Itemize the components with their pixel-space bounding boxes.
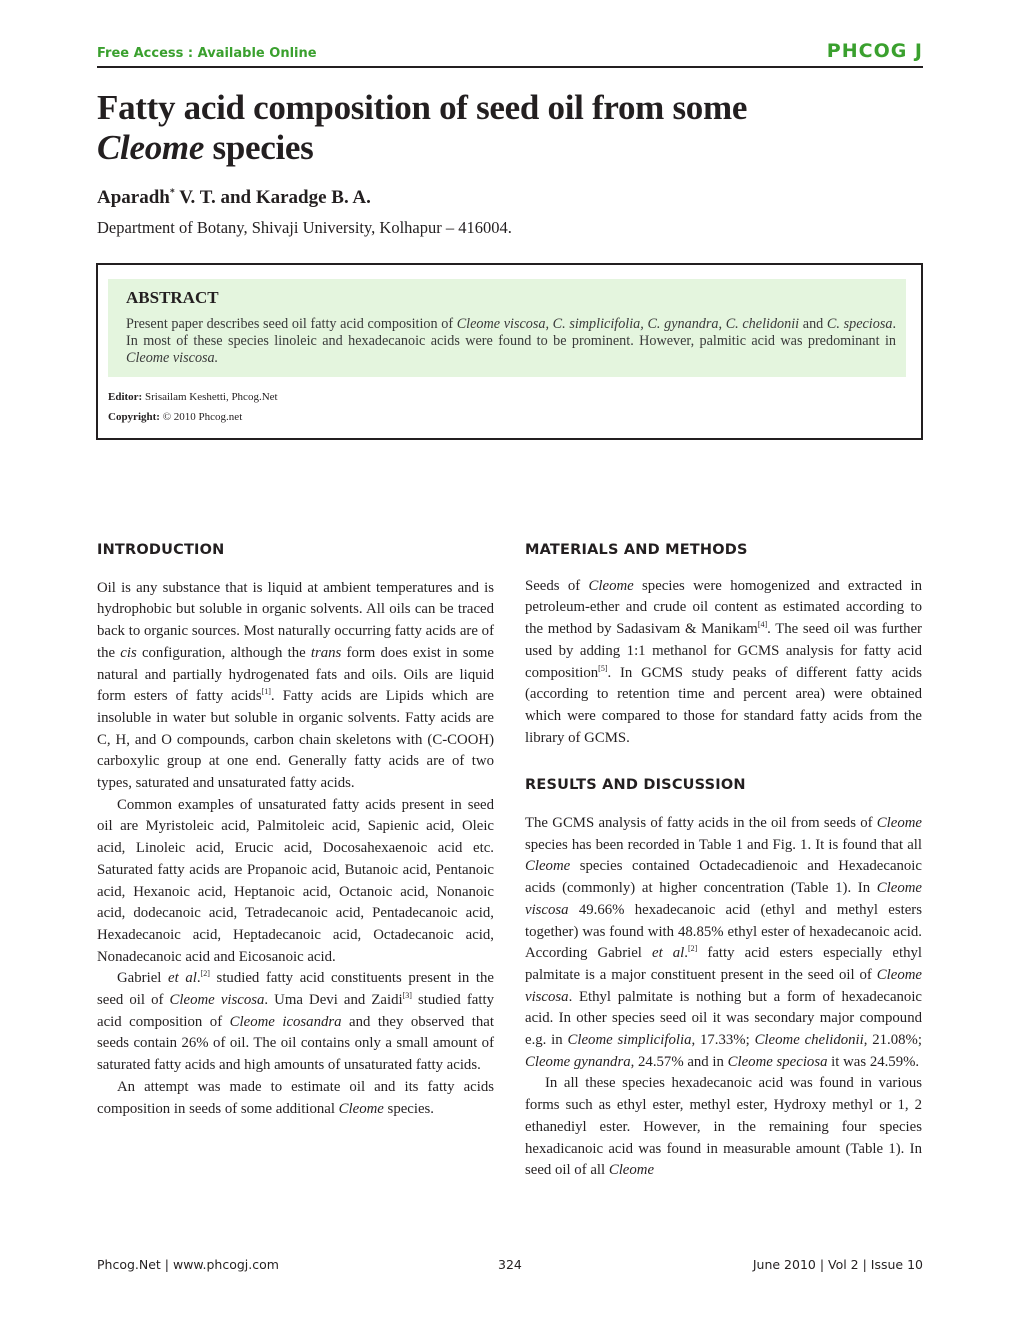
text-seg: studied fatty acid composition of bbox=[97, 992, 494, 1030]
text-seg: fatty acid esters especially ethyl palmitate is a major constituent present in the seed oil of bbox=[525, 945, 922, 983]
text-italic: Cleome speciosa bbox=[727, 1053, 828, 1070]
text-italic: Cleome gynandra bbox=[525, 1053, 631, 1070]
text-italic: Cleome chelidonii bbox=[754, 1032, 864, 1049]
text-seg: The GCMS analysis of fatty acids in the oil from seeds of bbox=[525, 815, 877, 832]
citation: [2] bbox=[688, 944, 698, 954]
text-seg: . Fatty acids are Lipids which are insoluble in water but soluble in organic solvents. Fatty acids are C, H, and O compounds, carbon chain skeletons with (C-COOH) carboxylic group at one end. Generally fatty acids are of two types, saturated and unsaturated fatty acids. bbox=[97, 688, 494, 792]
affiliation: Department of Botany, Shivaji University, Kolhapur – 416004. bbox=[97, 218, 512, 237]
text-seg: . bbox=[196, 970, 201, 987]
text-italic: Cleome bbox=[338, 1100, 384, 1117]
text-italic: Cleome icosandra bbox=[229, 1013, 342, 1030]
text-seg: . The seed oil was further used by adding 1:1 methanol for GCMS analysis for fatty acid composition bbox=[525, 621, 922, 681]
text-seg: , 24.57% and in bbox=[630, 1053, 728, 1070]
copyright-value: © 2010 Phcog.net bbox=[159, 411, 243, 423]
author-rest: V. T. and Karadge B. A. bbox=[174, 187, 371, 208]
footer-site: Phcog.Net | www.phcogj.com bbox=[97, 1257, 279, 1272]
abstract-box bbox=[96, 263, 923, 440]
text-italic: Cleome bbox=[608, 1162, 655, 1179]
corresponding-mark: * bbox=[169, 187, 175, 199]
methods-heading: MATERIALS AND METHODS bbox=[525, 542, 748, 558]
text-seg: , 17.33%; bbox=[691, 1032, 755, 1049]
text-seg: Oil is any substance that is liquid at ambient temperatures and is hydrophobic but soluble in organic solvents. All oils can be traced back to organic sources. Most naturally occurring fatty acids are of the bbox=[97, 579, 494, 661]
abstract-seg: and bbox=[799, 316, 827, 332]
authors bbox=[97, 187, 371, 209]
text-seg: Seeds of bbox=[525, 577, 589, 594]
text-seg: . bbox=[684, 945, 688, 962]
text-seg: form does exist in some natural and partially hydrogenated fats and oils. Oils are liquid form esters of fatty acids bbox=[97, 644, 494, 705]
editor-label: Editor: bbox=[108, 391, 143, 403]
copyright-label: Copyright: bbox=[108, 411, 160, 423]
intro-paragraph-2: Common examples of unsaturated fatty acids present in seed oil are Myristoleic acid, Palmitoleic acid, Sapienic acid, Oleic acid, Linoleic acid, Erucic acid, Docosahexaenoic acid etc. Saturated fatty acids are Propanoic acid, Butanoic acid, Pentanoic acid, Hexanoic acid, Heptanoic acid, Octanoic acid, Nonanoic acid, dodecanoic acid, Tetradecanoic acid, Pentadecanoic acid, Hexadecanoic acid, Heptadecanoic acid, Octadecanoic acid, Nonadecanoic acid and Eicosanoic acid. bbox=[97, 796, 494, 965]
footer-issue: June 2010 | Vol 2 | Issue 10 bbox=[752, 1257, 923, 1272]
citation: [1] bbox=[261, 687, 271, 697]
text-seg: . Uma Devi and Zaidi bbox=[264, 992, 403, 1009]
text-italic: Cleome simplicifolia bbox=[567, 1032, 692, 1049]
text-italic: trans bbox=[310, 644, 342, 661]
page-number: 324 bbox=[498, 1257, 522, 1272]
text-italic: Cleome bbox=[588, 577, 634, 594]
text-seg: Gabriel bbox=[117, 970, 169, 987]
text-seg: . In GCMS study peaks of different fatty acids (according to retention time and percent area) were obtained which were compared to those for standard fatty acids from the library of GCMS. bbox=[525, 664, 922, 746]
text-italic: Cleome viscosa bbox=[525, 880, 922, 918]
editor-line bbox=[108, 391, 278, 403]
header-rule bbox=[97, 66, 923, 68]
title-rest: species bbox=[204, 128, 314, 167]
text-seg: species contained Octadecadienoic and Hexadecanoic acids (commonly) at higher concentration (Table 1). In bbox=[525, 858, 922, 897]
access-label: Free Access : Available Online bbox=[97, 46, 317, 61]
intro-paragraph-4 bbox=[97, 1077, 494, 1120]
abstract-species: Cleome viscosa, C. simplicifolia, C. gynandra, C. chelidonii bbox=[456, 316, 800, 332]
text-seg: species were homogenized and extracted in petroleum-ether and crude oil content as estimated according to the method by Sadasivam & Manikam bbox=[525, 577, 922, 638]
text-seg: species has been recorded in Table 1 and Fig. 1. It is found that all bbox=[525, 836, 922, 853]
intro-paragraph-3 bbox=[97, 968, 494, 1077]
copyright-line bbox=[108, 411, 242, 423]
editor-value: Srisailam Keshetti, Phcog.Net bbox=[142, 391, 278, 403]
citation: [2] bbox=[200, 969, 210, 979]
abstract-seg: . In most of these species linoleic and hexadecanoic acids were found to be prominent. However, palmitic acid was predominant in bbox=[126, 316, 896, 349]
methods-paragraph bbox=[525, 576, 922, 750]
results-paragraph-1 bbox=[525, 813, 922, 1073]
citation: [4] bbox=[757, 620, 768, 630]
right-column bbox=[525, 540, 922, 1182]
abstract-species: C. speciosa bbox=[826, 316, 893, 332]
text-seg: studied fatty acid constituents present in the seed oil of bbox=[97, 970, 494, 1009]
title-genus: Cleome bbox=[97, 128, 205, 167]
intro-paragraph-1 bbox=[97, 578, 494, 795]
text-italic: Cleome bbox=[876, 815, 922, 832]
text-italic: et al bbox=[168, 970, 197, 987]
text-seg: 49.66% hexadecanoic acid (ethyl and methyl esters together) was found with 48.85% ethyl ester of hexadecanoic acid. According Gabriel bbox=[525, 901, 922, 962]
text-seg: configuration, although the bbox=[136, 644, 311, 661]
results-heading: RESULTS AND DISCUSSION bbox=[525, 777, 746, 794]
results-paragraph-2 bbox=[525, 1073, 922, 1182]
text-italic: cis bbox=[120, 644, 137, 661]
text-italic: Cleome viscosa bbox=[169, 992, 265, 1009]
text-italic: Cleome bbox=[525, 858, 571, 875]
text-italic: et al bbox=[652, 945, 685, 962]
citation: [5] bbox=[598, 663, 608, 673]
abstract-seg: Present paper describes seed oil fatty acid composition of bbox=[126, 316, 457, 332]
left-column bbox=[97, 540, 494, 1120]
text-seg: species. bbox=[383, 1100, 434, 1117]
abstract-heading: ABSTRACT bbox=[126, 288, 219, 307]
title-line1: Fatty acid composition of seed oil from some bbox=[97, 88, 748, 127]
citation: [3] bbox=[402, 991, 412, 1001]
abstract-text bbox=[126, 316, 896, 367]
article-title bbox=[97, 88, 923, 168]
abstract-species: Cleome viscosa. bbox=[126, 350, 219, 366]
author-first: Aparadh bbox=[97, 187, 170, 208]
text-italic: Cleome viscosa bbox=[525, 966, 922, 1005]
text-seg: In all these species hexadecanoic acid was found in various forms such as ethyl ester, methyl ester, Hydroxy methyl or 1, 2 ethanediyl ester. However, in the remaining four species hexadicanoic acid was found in measurable amount (Table 1). In seed oil of all bbox=[525, 1075, 922, 1179]
text-seg: , 21.08%; bbox=[863, 1032, 922, 1049]
text-seg: . Ethyl palmitate is nothing but a form of hexadecanoic acid. In other species seed oil it was secondary major compound e.g. in bbox=[525, 988, 922, 1049]
intro-heading: INTRODUCTION bbox=[97, 542, 225, 558]
text-seg: An attempt was made to estimate oil and its fatty acids composition in seeds of some additional bbox=[97, 1078, 494, 1117]
abstract-panel bbox=[108, 279, 906, 377]
text-seg: it was 24.59%. bbox=[827, 1053, 920, 1070]
text-seg: and they observed that seeds contain 26% of oil. The oil contains only a small amount of saturated fatty acids and high amounts of unsaturated fatty acids. bbox=[97, 1013, 494, 1074]
journal-name: PHCOG J bbox=[826, 40, 923, 62]
